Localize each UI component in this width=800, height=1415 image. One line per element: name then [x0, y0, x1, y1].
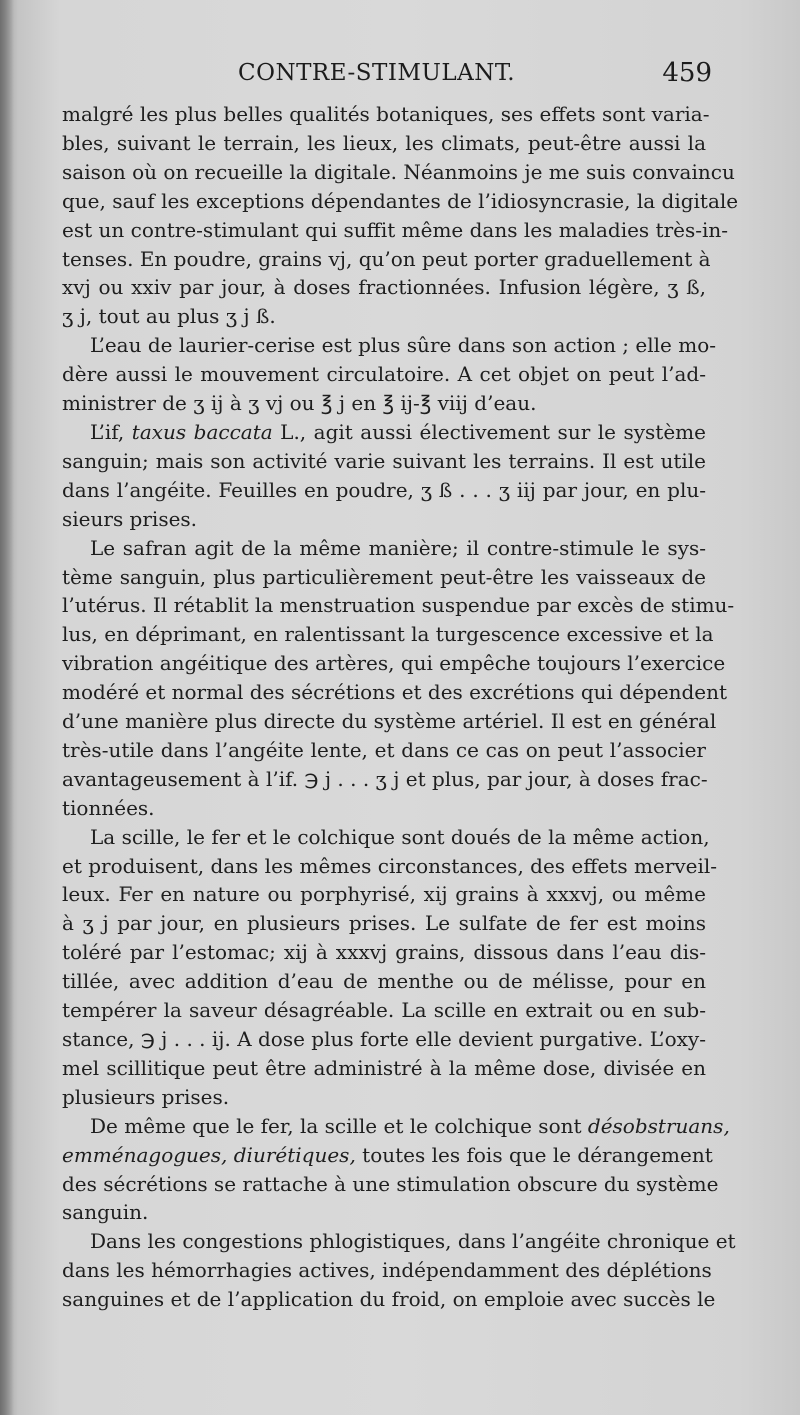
text-line: toléré par l’estomac; xij à xxxvj grains, dissous dans l’eau dis- — [62, 940, 706, 965]
text-line: ʒ j, tout au plus ʒ j ß. — [62, 304, 276, 329]
page-number: 459 — [662, 58, 712, 88]
text-line: avantageusement à l’if. ℈ j . . . ʒ j et plus, par jour, à doses frac- — [62, 766, 708, 791]
text-line: La scille, le fer et le colchique sont doués de la même action, — [90, 824, 710, 849]
paragraph — [62, 1227, 736, 1314]
text-line: L’if, taxus baccata L., agit aussi électivement sur le système — [90, 419, 706, 444]
text-line: De même que le fer, la scille et le colchique sont désobstruans, — [90, 1113, 730, 1138]
text-line: sanguin; mais son activité varie suivant les terrains. Il est utile — [62, 448, 706, 473]
text-line: que, sauf les exceptions dépendantes de l’idiosyncrasie, la digitale — [62, 188, 739, 213]
text-line: L’eau de laurier-cerise est plus sûre dans son action ; elle mo- — [90, 333, 716, 358]
text-line: tème sanguin, plus particulièrement peut-être les vaisseaux de — [62, 564, 706, 589]
text-line: modéré et normal des sécrétions et des excrétions qui dépendent — [62, 680, 728, 705]
text-line: saison où on recueille la digitale. Néanmoins je me suis convaincu — [62, 159, 735, 184]
text-line: lus, en déprimant, en ralentissant la turgescence excessive et la — [62, 622, 714, 647]
text-line: malgré les plus belles qualités botaniques, ses effets sont varia- — [62, 102, 710, 126]
paragraph — [62, 331, 716, 418]
paragraph — [62, 823, 717, 1112]
text-line: très-utile dans l’angéite lente, et dans ce cas on peut l’associer — [62, 737, 706, 762]
gutter-shadow — [0, 0, 14, 1415]
text-line: Le safran agit de la même manière; il contre-stimule le sys- — [90, 535, 706, 560]
body-text — [62, 100, 739, 1314]
running-header — [62, 58, 712, 98]
text-line: dans les hémorrhagies actives, indépendamment des déplétions — [62, 1258, 712, 1283]
text-line: mel scillitique peut être administré à la même dose, divisée en — [62, 1055, 706, 1080]
text-line: Dans les congestions phlogistiques, dans l’angéite chronique et — [90, 1229, 736, 1254]
text-line: sieurs prises. — [62, 506, 198, 531]
text-line: des sécrétions se rattache à une stimulation obscure du système — [62, 1171, 719, 1196]
text-line: tillée, avec addition d’eau de menthe ou de mélisse, pour en — [62, 969, 706, 994]
text-line: bles, suivant le terrain, les lieux, les climats, peut-être aussi la — [62, 130, 706, 155]
text-line: dans l’angéite. Feuilles en poudre, ʒ ß . . . ʒ iij par jour, en plu- — [62, 477, 706, 502]
text-line: tionnées. — [62, 795, 155, 820]
paragraph — [62, 534, 735, 823]
text-line: est un contre-stimulant qui suffit même dans les maladies très-in- — [62, 217, 729, 242]
paragraph — [62, 418, 706, 534]
text-line: tenses. En poudre, grains vj, qu’on peut porter graduellement à — [62, 246, 711, 271]
text-line: emménagogues, diurétiques, toutes les fois que le dérangement — [62, 1142, 713, 1167]
text-line: tempérer la saveur désagréable. La scille en extrait ou en sub- — [62, 998, 706, 1023]
text-line: sanguin. — [62, 1200, 149, 1225]
text-line: leux. Fer en nature ou porphyrisé, xij grains à xxxvj, ou même — [62, 882, 706, 907]
text-line: ministrer de ʒ ij à ʒ vj ou ℥ j en ℥ ij-℥ viij d’eau. — [62, 391, 537, 416]
paragraph — [62, 100, 739, 331]
text-line: à ʒ j par jour, en plusieurs prises. Le sulfate de fer est moins — [62, 911, 706, 936]
text-line: sanguines et de l’application du froid, on emploie avec succès le — [62, 1287, 716, 1312]
text-line: et produisent, dans les mêmes circonstances, des effets merveil- — [62, 853, 717, 878]
text-line: dère aussi le mouvement circulatoire. A cet objet on peut l’ad- — [62, 362, 706, 387]
text-line: plusieurs prises. — [62, 1084, 230, 1109]
text-line: d’une manière plus directe du système artériel. Il est en général — [62, 709, 717, 734]
paragraph — [62, 1112, 730, 1228]
text-line: vibration angéitique des artères, qui empêche toujours l’exercice — [62, 651, 726, 676]
text-line: stance, ℈ j . . . ij. A dose plus forte elle devient purgative. L’oxy- — [62, 1027, 706, 1051]
text-line: l’utérus. Il rétablit la menstruation suspendue par excès de stimu- — [62, 593, 735, 618]
running-title: CONTRE-STIMULANT. — [238, 60, 516, 86]
text-line: xvj ou xxiv par jour, à doses fractionnées. Infusion légère, ʒ ß, — [62, 275, 706, 300]
